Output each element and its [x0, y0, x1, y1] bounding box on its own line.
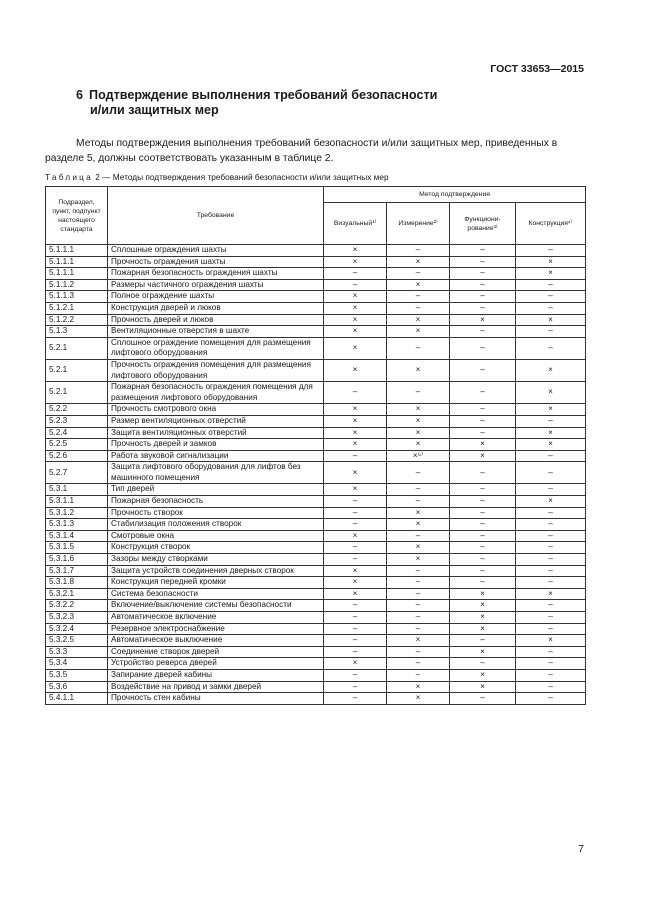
- header-measurement: Измерение²⁾: [387, 203, 450, 245]
- section-cell: 5.2.3: [46, 415, 108, 427]
- functional-cell: ×: [450, 600, 516, 612]
- design-cell: –: [516, 291, 586, 303]
- table-row: [46, 484, 586, 496]
- table-row: [46, 658, 586, 670]
- functional-cell: –: [450, 326, 516, 338]
- table-row: [46, 337, 586, 359]
- table-row: [46, 530, 586, 542]
- measurement-cell: –: [387, 646, 450, 658]
- functional-cell: –: [450, 554, 516, 566]
- requirement-cell: Система безопасности: [108, 588, 324, 600]
- functional-cell: ×: [450, 612, 516, 624]
- table-row: [46, 623, 586, 635]
- requirement-cell: Сплошные ограждения шахты: [108, 245, 324, 257]
- visual-cell: –: [324, 519, 387, 531]
- measurement-cell: –: [387, 530, 450, 542]
- table-row: [46, 462, 586, 484]
- design-cell: ×: [516, 256, 586, 268]
- visual-cell: –: [324, 554, 387, 566]
- section-cell: 5.3.2.1: [46, 588, 108, 600]
- visual-cell: ×: [324, 291, 387, 303]
- section-cell: 5.2.6: [46, 450, 108, 462]
- design-cell: ×: [516, 496, 586, 508]
- design-cell: –: [516, 245, 586, 257]
- functional-cell: –: [450, 507, 516, 519]
- visual-cell: ×: [324, 404, 387, 416]
- requirement-cell: Зазоры между створками: [108, 554, 324, 566]
- measurement-cell: ×: [387, 693, 450, 705]
- functional-cell: –: [450, 496, 516, 508]
- visual-cell: ×: [324, 326, 387, 338]
- visual-cell: ×: [324, 530, 387, 542]
- functional-cell: –: [450, 530, 516, 542]
- section-cell: 5.1.1.1: [46, 256, 108, 268]
- table-row: [46, 669, 586, 681]
- requirement-cell: Включение/выключение системы безопасности: [108, 600, 324, 612]
- functional-cell: ×: [450, 681, 516, 693]
- functional-cell: ×: [450, 623, 516, 635]
- measurement-cell: ×: [387, 507, 450, 519]
- design-cell: –: [516, 565, 586, 577]
- table-row: [46, 588, 586, 600]
- visual-cell: –: [324, 268, 387, 280]
- requirement-cell: Тип дверей: [108, 484, 324, 496]
- functional-cell: –: [450, 484, 516, 496]
- functional-cell: –: [450, 337, 516, 359]
- measurement-cell: –: [387, 588, 450, 600]
- intro-paragraph: Методы подтверждения выполнения требований безопасности и/или защитных мер, приведенных в разделе 5, должны соответствовать указанным в таблице 2.: [45, 138, 558, 164]
- visual-cell: –: [324, 382, 387, 404]
- section-cell: 5.4.1.1: [46, 693, 108, 705]
- design-cell: –: [516, 554, 586, 566]
- requirement-cell: Воздействие на привод и замки дверей: [108, 681, 324, 693]
- measurement-cell: –: [387, 623, 450, 635]
- visual-cell: ×: [324, 588, 387, 600]
- requirement-cell: Конструкция дверей и люков: [108, 302, 324, 314]
- table-row: [46, 519, 586, 531]
- functional-cell: –: [450, 635, 516, 647]
- section-cell: 5.1.1.3: [46, 291, 108, 303]
- table-row: [46, 496, 586, 508]
- section-cell: 5.1.2.2: [46, 314, 108, 326]
- measurement-cell: –: [387, 565, 450, 577]
- section-title: [76, 88, 576, 118]
- section-cell: 5.3.2.3: [46, 612, 108, 624]
- table-row: [46, 693, 586, 705]
- design-cell: ×: [516, 382, 586, 404]
- section-cell: 5.3.1.5: [46, 542, 108, 554]
- design-cell: –: [516, 279, 586, 291]
- document-code: ГОСТ 33653—2015: [490, 63, 584, 75]
- section-cell: 5.3.2.2: [46, 600, 108, 612]
- table-header: [46, 187, 586, 245]
- design-cell: ×: [516, 268, 586, 280]
- functional-cell: –: [450, 359, 516, 381]
- visual-cell: –: [324, 612, 387, 624]
- functional-cell: –: [450, 427, 516, 439]
- visual-cell: ×: [324, 427, 387, 439]
- requirement-cell: Вентиляционные отверстия в шахте: [108, 326, 324, 338]
- functional-cell: ×: [450, 314, 516, 326]
- measurement-cell: –: [387, 268, 450, 280]
- design-cell: ×: [516, 427, 586, 439]
- design-cell: –: [516, 646, 586, 658]
- requirement-cell: Автоматическое выключение: [108, 635, 324, 647]
- functional-cell: –: [450, 291, 516, 303]
- functional-cell: –: [450, 693, 516, 705]
- visual-cell: –: [324, 542, 387, 554]
- design-cell: –: [516, 484, 586, 496]
- functional-cell: –: [450, 279, 516, 291]
- functional-cell: ×: [450, 439, 516, 451]
- table-row: [46, 245, 586, 257]
- requirement-cell: Конструкция створок: [108, 542, 324, 554]
- measurement-cell: –: [387, 600, 450, 612]
- design-cell: –: [516, 681, 586, 693]
- measurement-cell: ×: [387, 404, 450, 416]
- requirement-cell: Смотровые окна: [108, 530, 324, 542]
- visual-cell: ×: [324, 314, 387, 326]
- requirement-cell: Сплошное ограждение помещения для размещения лифтового оборудования: [108, 337, 324, 359]
- section-cell: 5.3.2.4: [46, 623, 108, 635]
- section-cell: 5.3.1.4: [46, 530, 108, 542]
- section-cell: 5.3.1.7: [46, 565, 108, 577]
- table-row: [46, 542, 586, 554]
- design-cell: ×: [516, 439, 586, 451]
- visual-cell: ×: [324, 462, 387, 484]
- section-cell: 5.3.1: [46, 484, 108, 496]
- header-functional: Функциони- рование³⁾: [450, 203, 516, 245]
- section-cell: 5.1.1.1: [46, 245, 108, 257]
- table-row: [46, 326, 586, 338]
- functional-cell: –: [450, 268, 516, 280]
- functional-cell: –: [450, 256, 516, 268]
- table-row: [46, 302, 586, 314]
- requirement-cell: Запирание дверей кабины: [108, 669, 324, 681]
- visual-cell: –: [324, 693, 387, 705]
- visual-cell: –: [324, 646, 387, 658]
- design-cell: –: [516, 462, 586, 484]
- requirement-cell: Размеры частичного ограждения шахты: [108, 279, 324, 291]
- measurement-cell: –: [387, 577, 450, 589]
- requirement-cell: Защита устройств соединения дверных створок: [108, 565, 324, 577]
- visual-cell: –: [324, 635, 387, 647]
- design-cell: ×: [516, 588, 586, 600]
- functional-cell: –: [450, 519, 516, 531]
- table-row: [46, 382, 586, 404]
- requirement-cell: Стабилизация положения створок: [108, 519, 324, 531]
- measurement-cell: –: [387, 612, 450, 624]
- table-row: [46, 646, 586, 658]
- section-cell: 5.2.1: [46, 359, 108, 381]
- measurement-cell: ×: [387, 427, 450, 439]
- requirement-cell: Защита вентиляционных отверстий: [108, 427, 324, 439]
- measurement-cell: ×: [387, 635, 450, 647]
- visual-cell: ×: [324, 337, 387, 359]
- section-cell: 5.2.7: [46, 462, 108, 484]
- visual-cell: –: [324, 681, 387, 693]
- functional-cell: –: [450, 302, 516, 314]
- design-cell: –: [516, 623, 586, 635]
- visual-cell: ×: [324, 565, 387, 577]
- table-row: [46, 439, 586, 451]
- requirement-cell: Полное ограждение шахты: [108, 291, 324, 303]
- section-cell: 5.1.3: [46, 326, 108, 338]
- functional-cell: –: [450, 404, 516, 416]
- visual-cell: –: [324, 600, 387, 612]
- section-cell: 5.2.4: [46, 427, 108, 439]
- functional-cell: ×: [450, 450, 516, 462]
- measurement-cell: –: [387, 302, 450, 314]
- functional-cell: ×: [450, 588, 516, 600]
- header-method: Метод подтверждения: [324, 187, 586, 203]
- design-cell: ×: [516, 359, 586, 381]
- header-design: Конструкция⁴⁾: [516, 203, 586, 245]
- measurement-cell: –: [387, 658, 450, 670]
- design-cell: –: [516, 415, 586, 427]
- measurement-cell: –: [387, 291, 450, 303]
- section-cell: 5.2.5: [46, 439, 108, 451]
- table-row: [46, 427, 586, 439]
- requirement-cell: Автоматическое включение: [108, 612, 324, 624]
- section-cell: 5.2.2: [46, 404, 108, 416]
- requirement-cell: Прочность створок: [108, 507, 324, 519]
- table-body: [46, 245, 586, 705]
- measurement-cell: –: [387, 337, 450, 359]
- section-cell: 5.3.1.3: [46, 519, 108, 531]
- section-cell: 5.3.1.8: [46, 577, 108, 589]
- visual-cell: ×: [324, 245, 387, 257]
- visual-cell: –: [324, 279, 387, 291]
- section-cell: 5.3.1.1: [46, 496, 108, 508]
- table-row: [46, 291, 586, 303]
- header-visual: Визуальный¹⁾: [324, 203, 387, 245]
- table-row: [46, 415, 586, 427]
- table-row: [46, 577, 586, 589]
- visual-cell: –: [324, 496, 387, 508]
- section-cell: 5.1.1.1: [46, 268, 108, 280]
- design-cell: –: [516, 658, 586, 670]
- design-cell: –: [516, 612, 586, 624]
- design-cell: –: [516, 450, 586, 462]
- measurement-cell: ×: [387, 439, 450, 451]
- table-caption-text: 2 — Методы подтверждения требований безопасности и/или защитных мер: [95, 172, 389, 182]
- functional-cell: –: [450, 382, 516, 404]
- measurement-cell: ×: [387, 326, 450, 338]
- design-cell: –: [516, 577, 586, 589]
- table-row: [46, 314, 586, 326]
- table-row: [46, 359, 586, 381]
- table-row: [46, 507, 586, 519]
- page-number: 7: [578, 843, 584, 855]
- requirement-cell: Прочность ограждения помещения для размещения лифтового оборудования: [108, 359, 324, 381]
- section-title-text: Подтверждение выполнения требований безопасности: [89, 88, 438, 102]
- design-cell: –: [516, 337, 586, 359]
- design-cell: ×: [516, 635, 586, 647]
- measurement-cell: ×: [387, 279, 450, 291]
- table-row: [46, 554, 586, 566]
- section-cell: 5.3.1.2: [46, 507, 108, 519]
- table-caption-word: Таблица: [45, 172, 93, 182]
- section-number: 6: [76, 88, 84, 102]
- measurement-cell: –: [387, 245, 450, 257]
- visual-cell: –: [324, 669, 387, 681]
- visual-cell: ×: [324, 359, 387, 381]
- measurement-cell: ×: [387, 256, 450, 268]
- table-row: [46, 404, 586, 416]
- section-cell: 5.3.4: [46, 658, 108, 670]
- design-cell: ×: [516, 404, 586, 416]
- section-cell: 5.3.6: [46, 681, 108, 693]
- requirement-cell: Прочность стен кабины: [108, 693, 324, 705]
- visual-cell: ×: [324, 439, 387, 451]
- functional-cell: –: [450, 415, 516, 427]
- requirement-cell: Пожарная безопасность ограждения шахты: [108, 268, 324, 280]
- requirement-cell: Защита лифтового оборудования для лифтов без машинного помещения: [108, 462, 324, 484]
- section-cell: 5.1.2.1: [46, 302, 108, 314]
- requirement-cell: Конструкция передней кромки: [108, 577, 324, 589]
- table-row: [46, 279, 586, 291]
- measurement-cell: ×: [387, 681, 450, 693]
- section-title-line-1: [76, 88, 576, 103]
- requirements-table: [45, 186, 586, 705]
- requirement-cell: Прочность дверей и замков: [108, 439, 324, 451]
- requirement-cell: Размер вентиляционных отверстий: [108, 415, 324, 427]
- visual-cell: –: [324, 450, 387, 462]
- functional-cell: ×: [450, 669, 516, 681]
- visual-cell: ×: [324, 658, 387, 670]
- table-row: [46, 600, 586, 612]
- measurement-cell: –: [387, 496, 450, 508]
- section-cell: 5.2.1: [46, 337, 108, 359]
- section-cell: 5.2.1: [46, 382, 108, 404]
- requirement-cell: Прочность дверей и люков: [108, 314, 324, 326]
- measurement-cell: ×: [387, 542, 450, 554]
- measurement-cell: ×: [387, 359, 450, 381]
- table-caption: [45, 172, 389, 182]
- header-section: Подраздел, пункт, подпункт настоящего стандарта: [46, 187, 108, 245]
- design-cell: –: [516, 519, 586, 531]
- visual-cell: ×: [324, 484, 387, 496]
- header-row-1: [46, 187, 586, 203]
- design-cell: –: [516, 302, 586, 314]
- header-requirement: Требование: [108, 187, 324, 245]
- section-title-line-2: и/или защитных мер: [90, 103, 219, 117]
- section-cell: 5.3.1.6: [46, 554, 108, 566]
- functional-cell: –: [450, 577, 516, 589]
- requirement-cell: Прочность смотрового окна: [108, 404, 324, 416]
- measurement-cell: –: [387, 484, 450, 496]
- functional-cell: ×: [450, 646, 516, 658]
- requirement-cell: Резервное электроснабжение: [108, 623, 324, 635]
- measurement-cell: ×⁵⁾: [387, 450, 450, 462]
- measurement-cell: ×: [387, 314, 450, 326]
- table-row: [46, 612, 586, 624]
- design-cell: –: [516, 693, 586, 705]
- section-cell: 5.1.1.2: [46, 279, 108, 291]
- section-cell: 5.3.2.5: [46, 635, 108, 647]
- design-cell: –: [516, 530, 586, 542]
- measurement-cell: ×: [387, 554, 450, 566]
- measurement-cell: –: [387, 382, 450, 404]
- design-cell: –: [516, 542, 586, 554]
- visual-cell: ×: [324, 256, 387, 268]
- table-row: [46, 635, 586, 647]
- table-row: [46, 268, 586, 280]
- design-cell: –: [516, 507, 586, 519]
- functional-cell: –: [450, 542, 516, 554]
- visual-cell: –: [324, 507, 387, 519]
- requirement-cell: Прочность ограждения шахты: [108, 256, 324, 268]
- visual-cell: ×: [324, 577, 387, 589]
- table-row: [46, 450, 586, 462]
- measurement-cell: –: [387, 462, 450, 484]
- visual-cell: ×: [324, 415, 387, 427]
- functional-cell: –: [450, 245, 516, 257]
- design-cell: ×: [516, 314, 586, 326]
- functional-cell: –: [450, 565, 516, 577]
- functional-cell: –: [450, 462, 516, 484]
- design-cell: –: [516, 326, 586, 338]
- requirement-cell: Работа звуковой сигнализации: [108, 450, 324, 462]
- table-row: [46, 681, 586, 693]
- section-cell: 5.3.3: [46, 646, 108, 658]
- visual-cell: ×: [324, 302, 387, 314]
- requirement-cell: Пожарная безопасность ограждения помещения для размещения лифтового оборудования: [108, 382, 324, 404]
- table-row: [46, 565, 586, 577]
- measurement-cell: ×: [387, 519, 450, 531]
- requirement-cell: Соединение створок дверей: [108, 646, 324, 658]
- requirement-cell: Устройство реверса дверей: [108, 658, 324, 670]
- visual-cell: –: [324, 623, 387, 635]
- design-cell: –: [516, 669, 586, 681]
- measurement-cell: –: [387, 669, 450, 681]
- measurement-cell: ×: [387, 415, 450, 427]
- requirement-cell: Пожарная безопасность: [108, 496, 324, 508]
- functional-cell: –: [450, 658, 516, 670]
- design-cell: –: [516, 600, 586, 612]
- section-cell: 5.3.5: [46, 669, 108, 681]
- table-row: [46, 256, 586, 268]
